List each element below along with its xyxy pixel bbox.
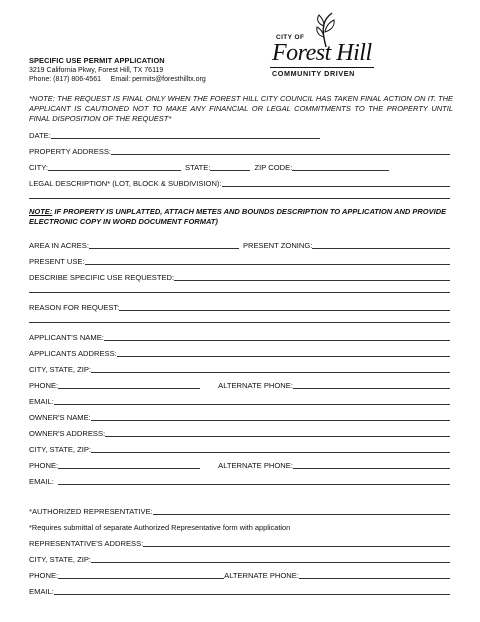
rep-phone-row bbox=[29, 570, 450, 580]
forest-hill-logo bbox=[268, 12, 386, 78]
area-label: AREA IN ACRES: bbox=[29, 241, 89, 250]
present-use-field[interactable] bbox=[85, 264, 450, 265]
rep-city-state-zip-field[interactable] bbox=[91, 562, 450, 563]
property-address-field[interactable] bbox=[111, 154, 450, 155]
applicants-address-row bbox=[29, 348, 450, 358]
plat-note-lead: NOTE: bbox=[29, 207, 53, 216]
owner-name-row bbox=[29, 412, 450, 422]
applicant-name-field[interactable] bbox=[104, 340, 450, 341]
date-field[interactable] bbox=[51, 138, 320, 139]
city-phone: Phone: (817) 806-4561 bbox=[29, 76, 101, 83]
plat-note-text: IF PROPERTY IS UNPLATTED, ATTACH METES AND BOUNDS DESCRIPTION TO APPLICATION AND PROVIDE ELECTRONIC COPY IN WORD DOCUMENT FORMAT) bbox=[29, 207, 447, 227]
owner-alt-phone-label: ALTERNATE PHONE: bbox=[218, 461, 293, 470]
rep-alt-phone-field[interactable] bbox=[299, 578, 450, 579]
applicant-city-state-zip-row bbox=[29, 364, 450, 374]
owner-phone-label: PHONE: bbox=[29, 461, 59, 470]
applicant-name-row bbox=[29, 332, 450, 342]
applicant-name-label: APPLICANT'S NAME: bbox=[29, 333, 104, 342]
unplatted-property-note bbox=[29, 207, 453, 227]
date-row bbox=[29, 130, 320, 140]
owner-phone-row bbox=[29, 460, 450, 470]
applicant-alt-phone-field[interactable] bbox=[293, 388, 450, 389]
rep-phone-field[interactable] bbox=[58, 578, 224, 579]
legal-description-field[interactable] bbox=[222, 186, 450, 187]
legal-description-label: LEGAL DESCRIPTION* (LOT, BLOCK & SUBDIVISION): bbox=[29, 179, 222, 188]
city-state-zip-row bbox=[29, 162, 389, 172]
legal-description-row bbox=[29, 178, 450, 188]
contact-line bbox=[29, 76, 206, 83]
zip-label: ZIP CODE: bbox=[254, 163, 293, 172]
rep-alt-phone-label: ALTERNATE PHONE: bbox=[224, 571, 299, 580]
owner-address-field[interactable] bbox=[105, 436, 450, 437]
rep-email-row bbox=[29, 586, 450, 596]
rep-phone-label: PHONE: bbox=[29, 571, 59, 580]
rep-city-state-zip-label: CITY, STATE, ZIP: bbox=[29, 555, 92, 564]
rep-address-label: REPRESENTATIVE'S ADDRESS: bbox=[29, 539, 144, 548]
describe-use-row bbox=[29, 272, 450, 282]
describe-use-label: DESCRIBE SPECIFIC USE REQUESTED: bbox=[29, 273, 175, 282]
applicant-email-row bbox=[29, 396, 450, 406]
describe-use-continuation[interactable] bbox=[29, 292, 450, 293]
rep-address-field[interactable] bbox=[143, 546, 450, 547]
reason-field[interactable] bbox=[119, 310, 450, 311]
authorized-rep-label: *AUTHORIZED REPRESENTATIVE: bbox=[29, 507, 153, 516]
city-field[interactable] bbox=[48, 170, 181, 171]
property-address-label: PROPERTY ADDRESS: bbox=[29, 147, 112, 156]
state-label: STATE: bbox=[185, 163, 211, 172]
owner-city-state-zip-field[interactable] bbox=[91, 452, 450, 453]
rep-email-label: EMAIL: bbox=[29, 587, 54, 596]
reason-row bbox=[29, 302, 450, 312]
applicant-phone-field[interactable] bbox=[58, 388, 200, 389]
owner-name-label: OWNER'S NAME: bbox=[29, 413, 91, 422]
area-zoning-row bbox=[29, 240, 450, 250]
logo-tagline: COMMUNITY DRIVEN bbox=[272, 69, 355, 78]
owner-city-state-zip-row bbox=[29, 444, 450, 454]
logo-rule bbox=[270, 67, 374, 68]
present-use-label: PRESENT USE: bbox=[29, 257, 85, 266]
rep-email-field[interactable] bbox=[54, 594, 450, 595]
present-use-row bbox=[29, 256, 450, 266]
present-zoning-label: PRESENT ZONING: bbox=[242, 241, 313, 250]
rep-city-state-zip-row bbox=[29, 554, 450, 564]
applicant-city-state-zip-label: CITY, STATE, ZIP: bbox=[29, 365, 92, 374]
applicant-email-label: EMAIL: bbox=[29, 397, 54, 406]
owner-address-label: OWNER'S ADDRESS: bbox=[29, 429, 106, 438]
area-field[interactable] bbox=[89, 248, 239, 249]
final-action-notice: *NOTE: THE REQUEST IS FINAL ONLY WHEN THE FOREST HILL CITY COUNCIL HAS TAKEN FINAL ACTION ON IT. THE APPLICANT IS CAUTIONED NOT TO MAKE ANY FINANCIAL OR LEGAL COMMITMENTS TO THE PROPERTY UNTIL FINAL DISPOSITION OF THE REQUEST* bbox=[29, 94, 453, 124]
city-email: Email: permits@foresthilltx.org bbox=[110, 76, 206, 83]
form-title: SPECIFIC USE PERMIT APPLICATION bbox=[29, 56, 165, 65]
zip-field[interactable] bbox=[292, 170, 389, 171]
applicants-address-field[interactable] bbox=[117, 356, 450, 357]
applicants-address-label: APPLICANTS ADDRESS: bbox=[29, 349, 117, 358]
logo-name: Forest Hill bbox=[272, 40, 372, 66]
owner-email-label: EMAIL: bbox=[29, 477, 54, 486]
legal-description-continuation[interactable] bbox=[29, 198, 450, 199]
applicant-email-field[interactable] bbox=[54, 404, 450, 405]
logo-city-of: CITY OF bbox=[276, 34, 305, 41]
owner-name-field[interactable] bbox=[91, 420, 450, 421]
present-zoning-field[interactable] bbox=[312, 248, 450, 249]
owner-email-row bbox=[29, 476, 450, 486]
owner-city-state-zip-label: CITY, STATE, ZIP: bbox=[29, 445, 92, 454]
rep-address-row bbox=[29, 538, 450, 548]
city-label: CITY: bbox=[29, 163, 48, 172]
reason-continuation[interactable] bbox=[29, 322, 450, 323]
describe-use-field[interactable] bbox=[174, 280, 450, 281]
authorized-rep-field[interactable] bbox=[153, 514, 450, 515]
property-address-row bbox=[29, 146, 450, 156]
rep-requirement-note: *Requires submittal of separate Authorized Representative form with application bbox=[29, 523, 291, 532]
reason-label: REASON FOR REQUEST: bbox=[29, 303, 120, 312]
owner-address-row bbox=[29, 428, 450, 438]
authorized-rep-row bbox=[29, 506, 450, 516]
applicant-phone-label: PHONE: bbox=[29, 381, 59, 390]
applicant-alt-phone-label: ALTERNATE PHONE: bbox=[218, 381, 293, 390]
state-field[interactable] bbox=[210, 170, 250, 171]
applicant-phone-row bbox=[29, 380, 450, 390]
applicant-city-state-zip-field[interactable] bbox=[91, 372, 450, 373]
date-label: DATE: bbox=[29, 131, 51, 140]
owner-email-field[interactable] bbox=[58, 484, 450, 485]
city-address: 3219 California Pkwy, Forest Hill, TX 76119 bbox=[29, 67, 164, 74]
owner-phone-field[interactable] bbox=[58, 468, 200, 469]
owner-alt-phone-field[interactable] bbox=[293, 468, 450, 469]
